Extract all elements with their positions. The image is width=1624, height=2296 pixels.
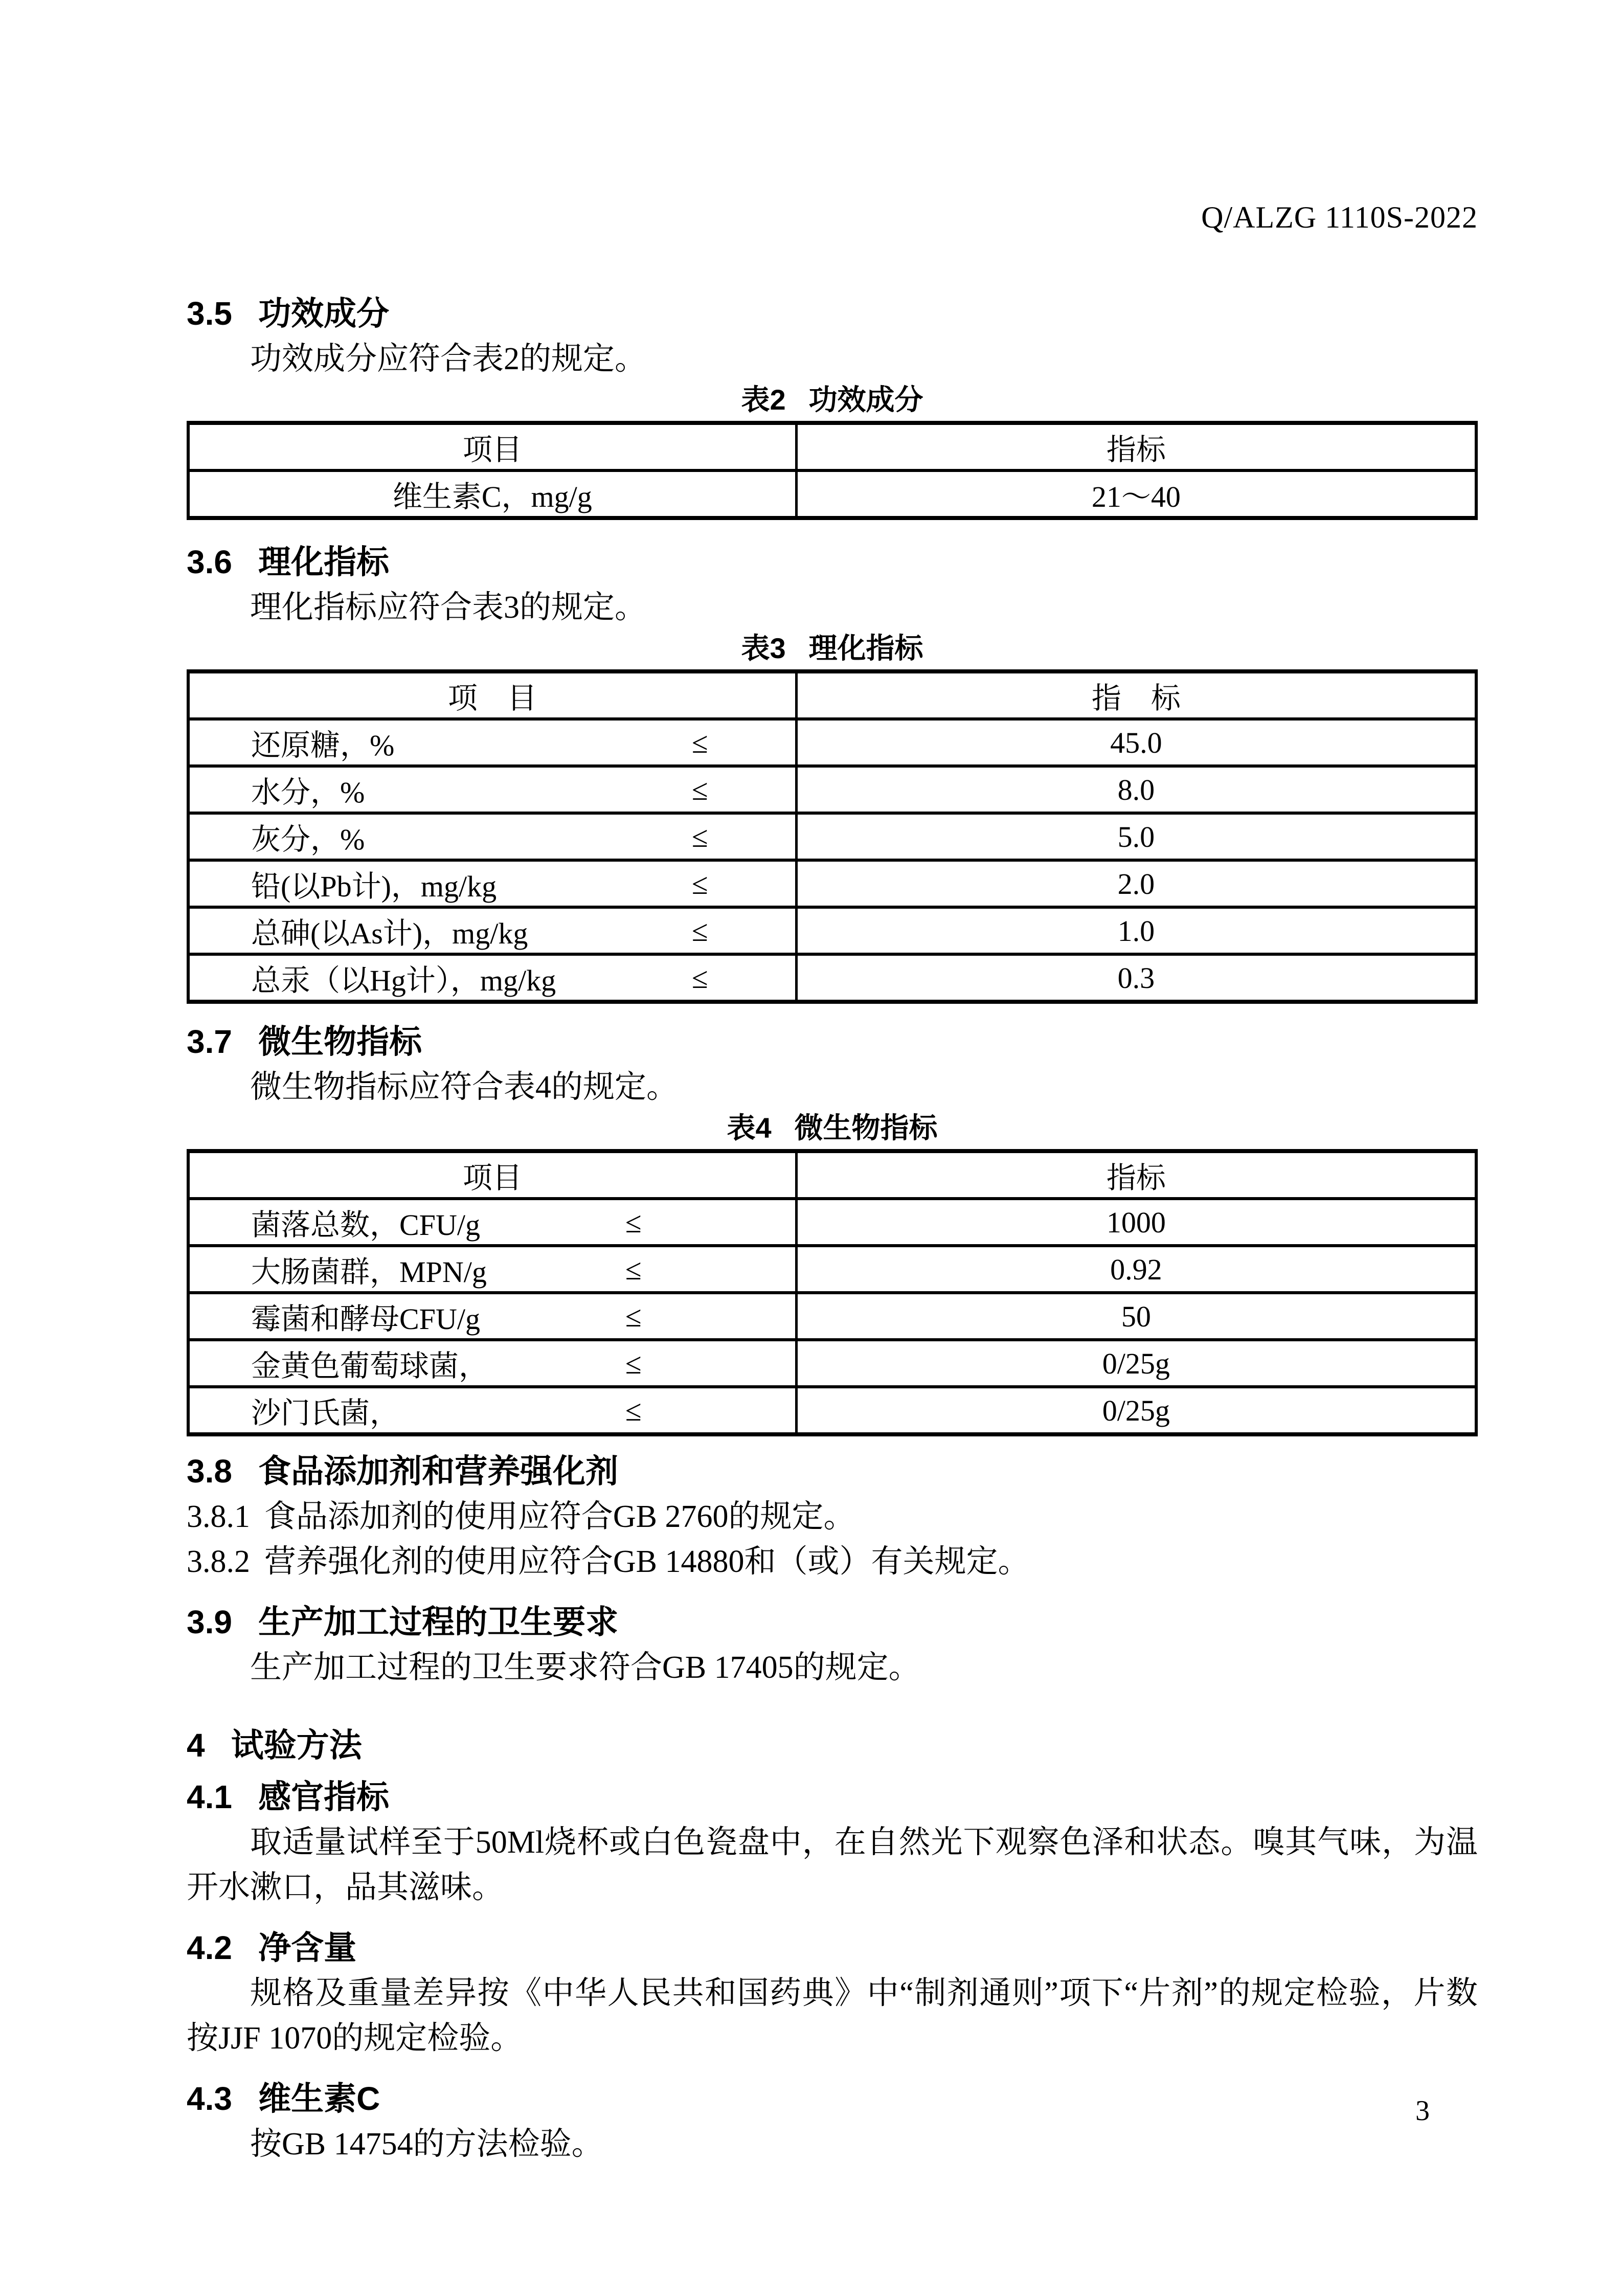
clause-text: 营养强化剂的使用应符合GB 14880和（或）有关规定。: [264, 1544, 1030, 1579]
table-item-cell: [190, 815, 798, 859]
table-item-cell: [190, 768, 798, 812]
section-number: 4: [187, 1727, 205, 1764]
table-header-row: [190, 673, 1475, 717]
table-header-cell: 项目: [190, 1153, 798, 1197]
table-item-cell: [190, 1294, 798, 1338]
table-item-cell: 维生素C，mg/g: [190, 472, 798, 516]
section-heading-3-5: [187, 294, 1478, 333]
table-header-cell: 项 目: [190, 673, 798, 717]
section-title: 感官指标: [258, 1779, 390, 1815]
table-row: [190, 1244, 1475, 1291]
item-label: 总汞（以Hg计），mg/kg: [251, 964, 556, 997]
table4-caption: [187, 1111, 1478, 1145]
item-label: 霉菌和酵母CFU/g: [251, 1302, 480, 1336]
table-header-cell: 指标: [1106, 433, 1166, 466]
table-value-cell: 8.0: [1117, 773, 1155, 806]
section-heading-4: [187, 1726, 1478, 1765]
section-title: 维生素C: [258, 2080, 380, 2117]
table2-caption-number: 表2: [741, 384, 786, 416]
table2: [187, 421, 1478, 520]
section-number: 3.7: [187, 1023, 232, 1060]
table-item-cell: [190, 1388, 798, 1432]
clause-3-8-1: [187, 1494, 1478, 1539]
table-item-cell: [190, 1247, 798, 1291]
section-heading-3-7: [187, 1022, 1478, 1062]
standard-code: Q/ALZG 1110S-2022: [1201, 200, 1478, 234]
table-value-cell: 2.0: [1117, 867, 1155, 901]
section-heading-3-9: [187, 1603, 1478, 1642]
section-number: 4.2: [187, 1929, 232, 1966]
lte-operator: ≤: [691, 914, 708, 948]
section-number: 4.1: [187, 1779, 232, 1815]
clause-number: 3.8.2: [187, 1544, 250, 1579]
lte-operator: ≤: [691, 961, 708, 995]
table-value-cell: 21～40: [1091, 480, 1181, 513]
table-value-cell: 50: [1121, 1299, 1151, 1333]
table2-caption: [187, 382, 1478, 417]
table-item-cell: [190, 1341, 798, 1385]
section-title: 理化指标: [258, 544, 390, 580]
table4: [187, 1149, 1478, 1436]
item-label: 灰分，%: [251, 823, 365, 856]
table-row: [190, 1291, 1475, 1338]
item-label: 沙门氏菌，: [251, 1397, 400, 1430]
table3: [187, 669, 1478, 1004]
lte-operator: ≤: [625, 1205, 642, 1239]
table-header-row: [190, 1153, 1475, 1197]
lte-operator: ≤: [691, 820, 708, 853]
section-title: 食品添加剂和营养强化剂: [258, 1453, 619, 1490]
table-header-row: [190, 425, 1475, 469]
table-header-cell: 指标: [1106, 1161, 1166, 1195]
section-heading-3-6: [187, 543, 1478, 582]
section-number: 4.3: [187, 2080, 232, 2117]
table-value-cell: 0.92: [1110, 1252, 1162, 1286]
section-number: 3.9: [187, 1604, 232, 1640]
item-label: 金黄色葡萄球菌，: [251, 1349, 489, 1383]
table-row: [190, 1197, 1475, 1244]
paragraph-3-7: 微生物指标应符合表4的规定。: [250, 1070, 679, 1105]
table-row: [190, 1338, 1475, 1385]
page-number: 3: [1415, 2095, 1430, 2127]
section-number: 3.8: [187, 1453, 232, 1490]
section-number: 3.6: [187, 544, 232, 580]
table3-caption-title: 理化指标: [808, 632, 923, 664]
table3-caption: [187, 631, 1478, 665]
lte-operator: ≤: [691, 867, 708, 901]
table-row: [190, 812, 1475, 859]
table-value-cell: 0/25g: [1102, 1393, 1170, 1427]
item-label: 菌落总数，CFU/g: [251, 1208, 480, 1242]
lte-operator: ≤: [625, 1252, 642, 1286]
item-label: 铅(以Pb计)，mg/kg: [251, 870, 497, 903]
lte-operator: ≤: [625, 1346, 642, 1380]
table3-caption-number: 表3: [741, 632, 786, 664]
section-title: 生产加工过程的卫生要求: [258, 1604, 619, 1640]
table-row: [190, 859, 1475, 906]
lte-operator: ≤: [625, 1299, 642, 1333]
table-header-cell: 项目: [190, 425, 798, 469]
clause-text: 食品添加剂的使用应符合GB 2760的规定。: [264, 1499, 855, 1534]
item-label: 大肠菌群，MPN/g: [251, 1255, 487, 1289]
table-header-cell: 指 标: [1091, 682, 1181, 715]
table-row: [190, 717, 1475, 764]
table-value-cell: 45.0: [1110, 726, 1162, 759]
paragraph-3-9: 生产加工过程的卫生要求符合GB 17405的规定。: [250, 1650, 920, 1685]
section-heading-4-1: [187, 1777, 1478, 1817]
section-title: 净含量: [258, 1929, 357, 1966]
section-title: 微生物指标: [258, 1023, 422, 1060]
paragraph-4-2: 规格及重量差异按《中华人民共和国药典》中“制剂通则”项下“片剂”的规定检验，片数按JJF 1070的规定检验。: [187, 1976, 1478, 2056]
table-value-cell: 0/25g: [1102, 1346, 1170, 1380]
table-item-cell: [190, 956, 798, 1000]
item-label: 水分，%: [251, 776, 365, 809]
clause-number: 3.8.1: [187, 1499, 250, 1534]
item-label: 还原糖，%: [251, 729, 395, 762]
section-heading-4-2: [187, 1928, 1478, 1968]
table-row: [190, 764, 1475, 812]
lte-operator: ≤: [625, 1393, 642, 1427]
table-row: [190, 953, 1475, 1000]
clause-3-8-2: [187, 1539, 1478, 1584]
table-item-cell: [190, 862, 798, 906]
table-value-cell: 0.3: [1117, 961, 1155, 995]
table4-caption-number: 表4: [727, 1112, 772, 1144]
paragraph-4-1: 取适量试样至于50Ml烧杯或白色瓷盘中，在自然光下观察色泽和状态。嗅其气味，为温开水漱口，品其滋味。: [187, 1825, 1478, 1905]
paragraph-3-6: 理化指标应符合表3的规定。: [250, 590, 647, 625]
paragraph-3-5: 功效成分应符合表2的规定。: [250, 342, 647, 376]
item-label: 总砷(以As计)，mg/kg: [251, 917, 528, 950]
lte-operator: ≤: [691, 773, 708, 806]
table-value-cell: 5.0: [1117, 820, 1155, 853]
paragraph-4-3: 按GB 14754的方法检验。: [250, 2127, 603, 2162]
section-heading-3-8: [187, 1452, 1478, 1491]
table-item-cell: [190, 909, 798, 953]
table-item-cell: [190, 1200, 798, 1244]
section-title: 功效成分: [258, 295, 390, 332]
table2-caption-title: 功效成分: [808, 384, 923, 416]
lte-operator: ≤: [691, 726, 708, 759]
table-value-cell: 1000: [1106, 1205, 1166, 1239]
table-item-cell: [190, 721, 798, 764]
section-number: 3.5: [187, 295, 232, 332]
table-row: [190, 469, 1475, 516]
table-row: [190, 1385, 1475, 1432]
section-title: 试验方法: [231, 1727, 362, 1764]
table-row: [190, 906, 1475, 953]
section-heading-4-3: [187, 2079, 1478, 2119]
table4-caption-title: 微生物指标: [794, 1112, 938, 1144]
table-value-cell: 1.0: [1117, 914, 1155, 948]
